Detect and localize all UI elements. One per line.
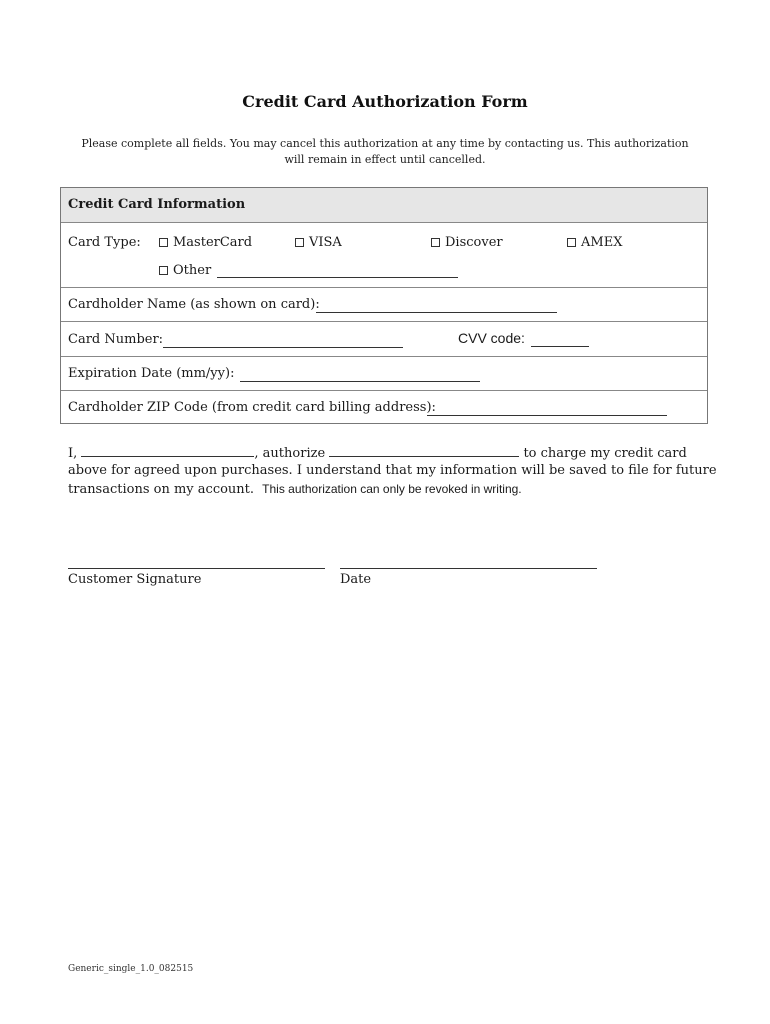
amex-option[interactable] <box>567 235 622 250</box>
date-label: Date <box>340 572 372 587</box>
authorization-line-2: above for agreed upon purchases. I understand that my information will be saved to file for future <box>68 463 717 478</box>
form-instructions: Please complete all fields. You may cancel this authorization at any time by contacting us. This authorization will remain in effect until cancelled. <box>81 137 689 166</box>
credit-card-information-section <box>60 187 708 424</box>
cvv-field[interactable] <box>531 346 589 347</box>
mastercard-checkbox[interactable] <box>159 238 168 247</box>
authorization-charge-text: to charge my credit card <box>523 446 687 461</box>
authorization-statement <box>68 444 717 498</box>
date-field[interactable] <box>340 568 597 569</box>
other-option[interactable] <box>159 263 211 278</box>
zip-code-field[interactable] <box>427 415 667 416</box>
mastercard-option[interactable] <box>159 235 252 250</box>
cardholder-name-row <box>61 288 707 322</box>
document-version-footer: Generic_single_1.0_082515 <box>68 964 194 974</box>
zip-code-label: Cardholder ZIP Code (from credit card billing address): <box>68 400 436 415</box>
visa-label: VISA <box>309 235 342 250</box>
expiration-date-field[interactable] <box>240 381 480 382</box>
merchant-name-field[interactable] <box>329 444 519 457</box>
card-number-label: Card Number: <box>68 332 164 347</box>
mastercard-label: MasterCard <box>173 235 253 250</box>
discover-label: Discover <box>445 235 503 250</box>
cardholder-name-field[interactable] <box>316 312 557 313</box>
card-type-row <box>61 223 707 288</box>
authorization-line-3-text: transactions on my account. <box>68 482 255 497</box>
expiration-date-row <box>61 357 707 391</box>
discover-option[interactable] <box>431 235 503 250</box>
card-type-label: Card Type: <box>68 235 141 250</box>
card-number-field[interactable] <box>163 347 403 348</box>
zip-code-row <box>61 391 707 425</box>
authorization-line-1 <box>68 444 708 462</box>
authorization-prefix: I, <box>68 446 78 461</box>
customer-name-field[interactable] <box>81 444 254 457</box>
form-title: Credit Card Authorization Form <box>242 92 528 111</box>
authorization-authorize-text: , authorize <box>254 446 326 461</box>
card-number-row <box>61 322 707 357</box>
cardholder-name-label: Cardholder Name (as shown on card): <box>68 297 320 312</box>
amex-checkbox[interactable] <box>567 238 576 247</box>
section-header-label: Credit Card Information <box>68 197 246 212</box>
visa-option[interactable] <box>295 235 342 250</box>
other-label: Other <box>173 263 212 278</box>
cvv-label: CVV code: <box>458 330 525 346</box>
revoke-note: This authorization can only be revoked in writing. <box>262 482 522 496</box>
other-card-type-field[interactable] <box>217 277 458 278</box>
authorization-line-3 <box>68 480 708 498</box>
customer-signature-field[interactable] <box>68 568 325 569</box>
other-checkbox[interactable] <box>159 266 168 275</box>
amex-label: AMEX <box>581 235 623 250</box>
section-header <box>61 188 707 223</box>
discover-checkbox[interactable] <box>431 238 440 247</box>
visa-checkbox[interactable] <box>295 238 304 247</box>
expiration-date-label: Expiration Date (mm/yy): <box>68 366 235 381</box>
customer-signature-label: Customer Signature <box>68 572 202 587</box>
